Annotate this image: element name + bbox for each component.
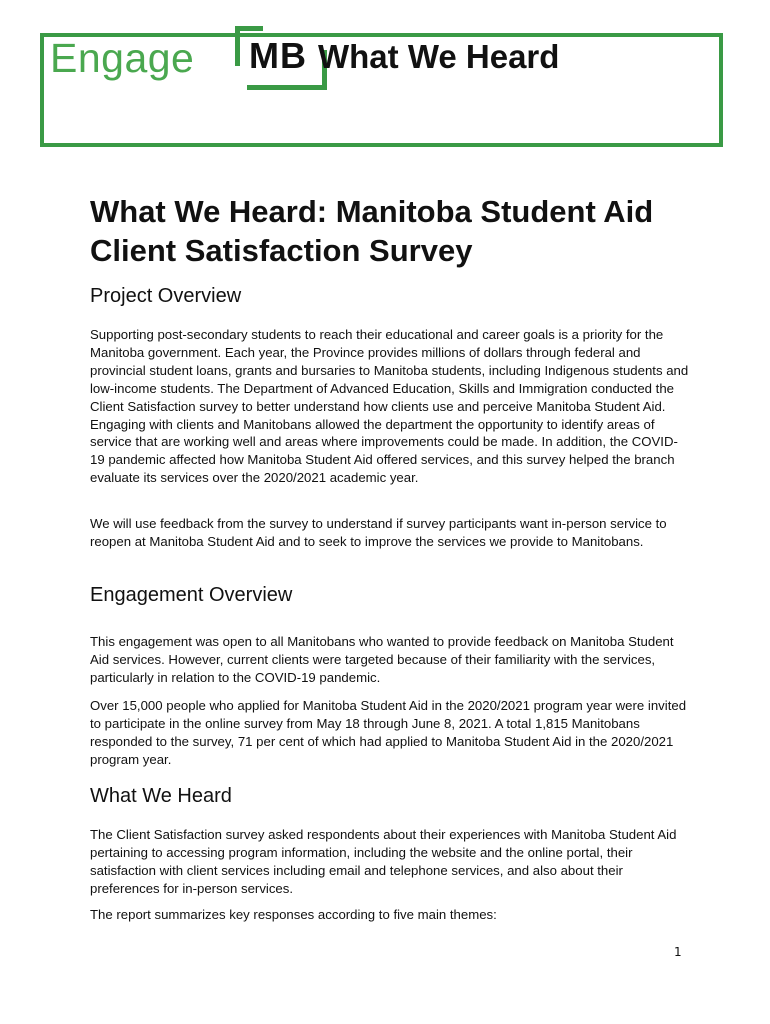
logo-engage-text: Engage bbox=[50, 35, 195, 81]
project-overview-paragraph-1: Supporting post-secondary students to reach their educational and career goals is a priority for the Manitoba government. Each year, the Province provides millions of dollars through federal and provincial student loans, grants and bursaries to Manitoba students, including Indigenous students and low-income students. The Department of Advanced Education, Skills and Immigration conducted the Client Satisfaction survey to better understand how clients use and perceive Manitoba Student Aid. Engaging with clients and Manitobans allowed the department the opportunity to identify areas of service that are working well and areas where improvements could be made. In addition, the COVID-19 pandemic affected how Manitoba Student Aid offered services, and this survey helped the branch evaluate its services over the 2020/2021 academic year. bbox=[90, 327, 689, 486]
project-overview-paragraph-2: We will use feedback from the survey to understand if survey participants want in-person service to reopen at Manitoba Student Aid and to seek to improve the services we provide to Manitobans. bbox=[90, 516, 667, 549]
project-overview-heading: Project Overview bbox=[90, 285, 242, 307]
what-we-heard-heading: What We Heard bbox=[90, 785, 232, 807]
engagement-overview-paragraph-1: This engagement was open to all Manitobans who wanted to provide feedback on Manitoba Student Aid services. However, current clients were targeted because of their familiarity with the services, particularly in relation to the COVID-19 pandemic. bbox=[90, 634, 674, 685]
what-we-heard-paragraph-2: The report summarizes key responses according to five main themes: bbox=[90, 907, 497, 922]
banner-title: What We Heard bbox=[318, 38, 560, 75]
logo-mb-mark bbox=[235, 26, 327, 90]
what-we-heard-paragraph-1: The Client Satisfaction survey asked respondents about their experiences with Manitoba Student Aid pertaining to accessing program information, including the website and the online portal, their satisfaction with client services including email and telephone services, and also about their preferences for in-person services. bbox=[90, 827, 677, 896]
engagement-overview-paragraph-2: Over 15,000 people who applied for Manitoba Student Aid in the 2020/2021 program year were invited to participate in the online survey from May 18 through June 8, 2021. A total 1,815 Manitobans responded to the survey, 71 per cent of which had applied to Manitoba Student Aid in the 2020/2021 program year. bbox=[90, 698, 687, 767]
page-number: 1 bbox=[674, 945, 682, 959]
engagement-overview-heading: Engagement Overview bbox=[90, 584, 293, 606]
logo-mb-text: MB bbox=[249, 35, 307, 76]
page-title: What We Heard: Manitoba Student Aid Client Satisfaction Survey bbox=[90, 194, 654, 268]
